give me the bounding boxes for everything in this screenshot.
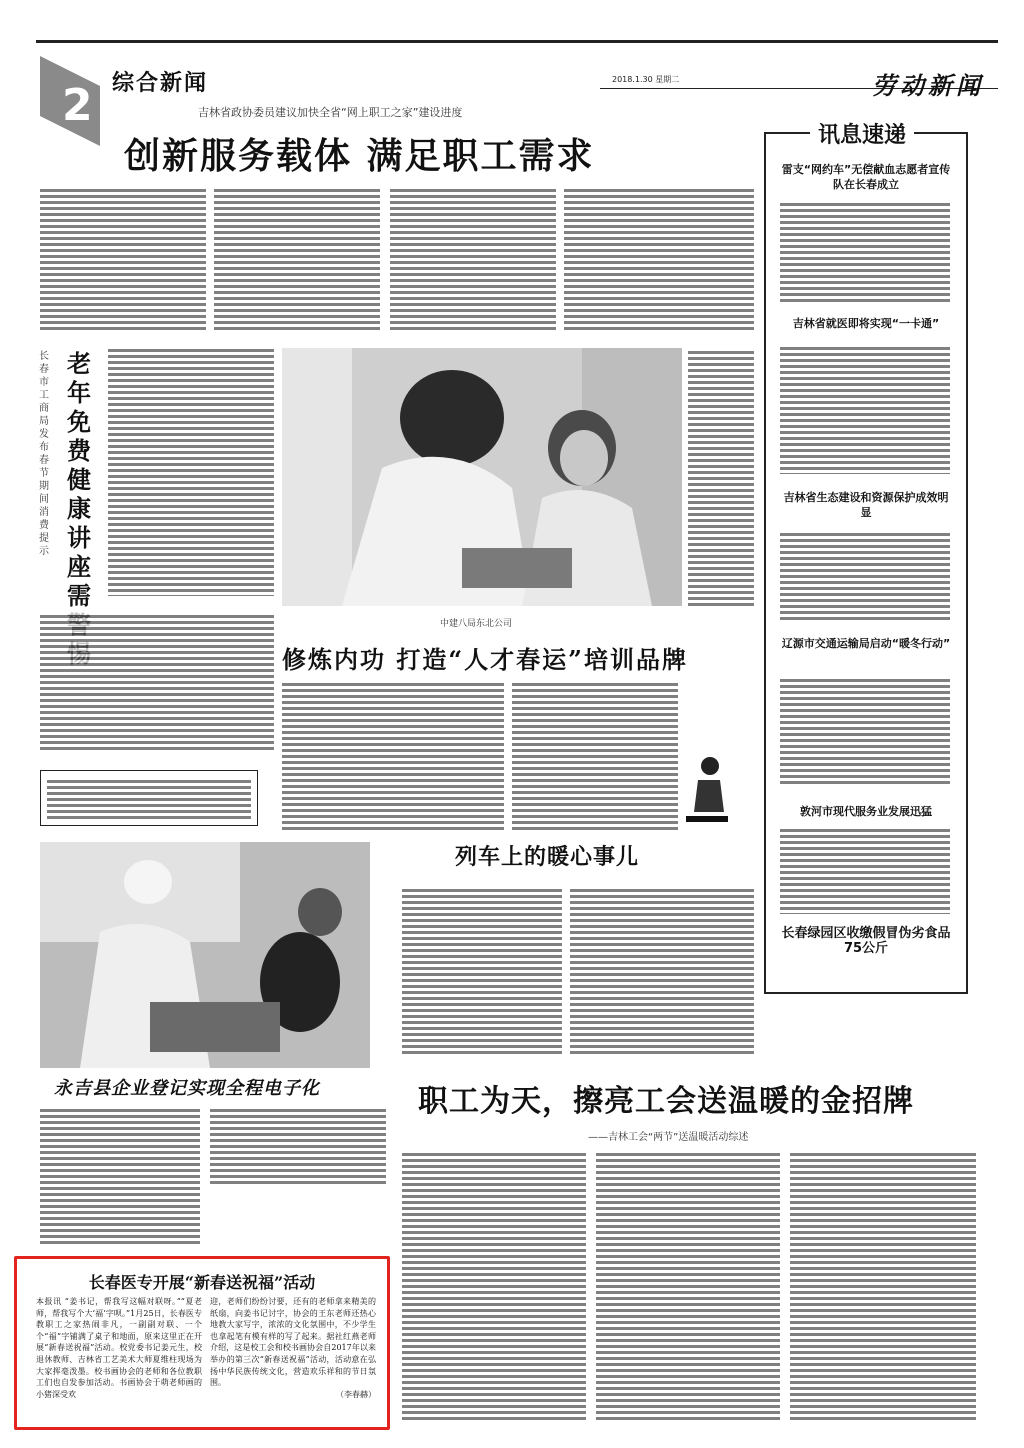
highlighted-article-title: 长春医专开展“新春送祝福”活动 [88,1273,316,1292]
photo-clinic [282,348,682,606]
highlighted-article-col2 [210,1296,376,1400]
brief-headline: 长春绿园区收缴假冒伪劣食品75公斤 [781,926,951,956]
boxed-note [40,770,258,826]
cartoon-figure [680,750,734,830]
union-subhead: ——吉林工会“两节”送温暖活动综述 [588,1132,749,1143]
union-body [790,1150,976,1420]
dateline: 2018.1.30 星期二 [612,75,680,84]
yongji-body [40,1106,200,1246]
brief-headline: 辽源市交通运输局启动“暖冬行动” [781,637,951,650]
story-left-body [40,612,274,752]
lead-body-col [564,186,754,332]
training-body [282,680,504,830]
lead-body-col [214,186,380,332]
brief-body [780,530,950,620]
brief-headline: 吉林省生态建设和资源保护成效明显 [783,491,949,519]
train-body [402,886,562,1056]
top-kicker: 吉林省政协委员建议加快全省“网上职工之家”建设进度 [198,106,463,119]
lead-body-col [40,186,206,332]
photo-caption: 中建八局东北公司 [440,619,513,629]
yongji-body [210,1106,386,1186]
brief-headline: 吉林省就医即将实现“一卡通” [792,317,940,330]
photo-market [40,842,370,1068]
story-left-subline: 长春市工商局发布春节期间消费提示 [39,351,49,557]
page-number: 2 [62,80,93,131]
union-headline: 职工为天，擦亮工会送温暖的金招牌 [418,1084,914,1119]
story-left-headline: 老年免费健康讲座需 [67,350,91,610]
training-body [512,680,678,830]
brief-body [780,200,950,304]
masthead: 劳动新闻 [872,71,984,100]
training-headline: 修炼内功 打造“人才春运”培训品牌 [282,645,688,674]
sidebar-title: 讯息速递 [810,118,914,149]
brief-body [780,676,950,786]
brief-headline: 敦河市现代服务业发展迅猛 [800,805,932,818]
train-headline: 列车上的暖心事儿 [455,845,640,870]
photo-side-text [688,348,754,606]
yongji-headline: 永吉县企业登记实现全程电子化 [54,1078,320,1099]
highlighted-article-col1: 本报讯 “姜书记，帮我写这幅对联呀。”“夏老师，帮我写个大‘福’字呗。”1月25日，长春医专教职工之家热闹非凡，一副副对联、一个个“福”字铺满了桌子和地面，原来这里正在开展“新春送祝福”活动。校党委书记姜元生，校退休教师、吉林省工艺美术大师夏维柱现场为大家挥毫泼墨。校书画协会的老师和各位教职工们也自发参加活动。书画协会于萌老师画的小猪深受欢 [36,1297,202,1399]
union-body [402,1150,586,1420]
train-body [570,886,754,1056]
highlighted-article-byline: （李春赫） [336,1389,376,1399]
brief-body [780,826,950,914]
section-title: 综合新闻 [112,70,209,96]
lead-body-col [390,186,556,332]
story-left-body [108,346,274,596]
brief-body [780,344,950,474]
brief-headline: 雷支“网约车”无偿献血志愿者宣传队在长春成立 [781,163,951,191]
union-body [596,1150,780,1420]
lead-headline: 创新服务载体 满足职工需求 [124,136,595,177]
highlighted-article-col2-text: 迎，老师们纷纷讨要，还有的老师拿来精美的纸扇，向姜书记讨字，协会的王东老师还热心地教大家写字，浓浓的文化氛围中，不少学生也拿起笔有模有样的写了起来。据社红燕老师介绍，这是校工会和校书画协会自2017年以来举办的第三次“新春送祝福”活动，活动意在弘扬中华民族传统文化，营造欢乐祥和的节日氛围。 [210,1297,376,1388]
page-number-badge [40,56,100,146]
